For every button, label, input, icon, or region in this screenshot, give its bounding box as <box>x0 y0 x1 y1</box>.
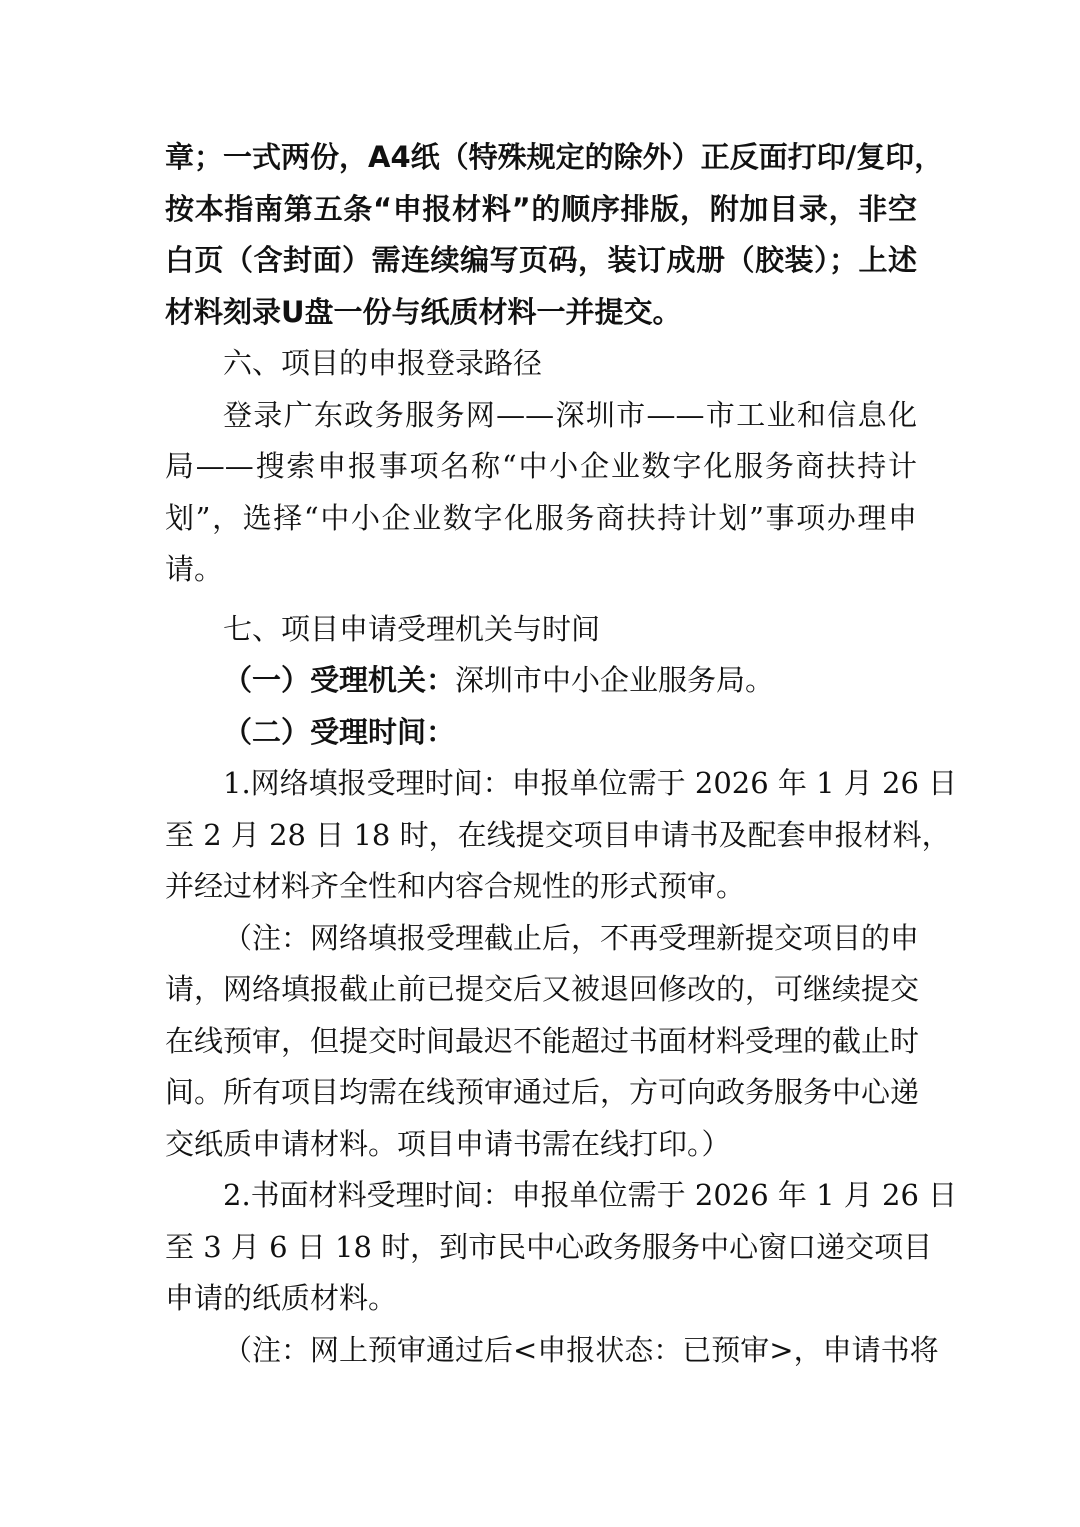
text-line: 至 3 月 6 日 18 时，到市民中心政务服务中心窗口递交项目 <box>165 1229 933 1264</box>
text-line: 请。 <box>165 552 224 586</box>
paper-submission-item <box>165 1170 958 1325</box>
text-line: 请，网络填报截止前已提交后又被退回修改的，可继续提交 <box>165 972 920 1006</box>
text-line: 在线预审，但提交时间最迟不能超过书面材料受理的截止时 <box>165 1023 920 1058</box>
online-submission-item <box>165 758 958 913</box>
acceptance-agency-value: 深圳市中小企业服务局。 <box>455 663 775 697</box>
online-submission-note <box>165 913 920 1171</box>
section-6-heading: 六、项目的申报登录路径 <box>223 346 543 380</box>
text-line: （注：网上预审通过后<申报状态：已预审>，申请书将 <box>223 1332 939 1367</box>
text-line: 材料刻录U盘一份与纸质材料一并提交。 <box>165 294 682 329</box>
text-line: 1.网络填报受理时间：申报单位需于 2026 年 1 月 26 日 <box>223 766 958 800</box>
text-line: 申请的纸质材料。 <box>165 1281 398 1315</box>
text-line: 交纸质申请材料。项目申请书需在线打印。） <box>165 1126 731 1161</box>
text-line: 登录广东政务服务网——深圳市——市工业和信息化 <box>223 397 917 432</box>
text-line: 按本指南第五条“申报材料”的顺序排版，附加目录，非空 <box>165 191 917 226</box>
document-body <box>165 132 958 1376</box>
acceptance-time <box>165 707 917 759</box>
acceptance-agency <box>165 655 917 707</box>
text-line: 局——搜索申报事项名称“中小企业数字化服务商扶持计 <box>165 449 917 483</box>
text-line: 间。所有项目均需在线预审通过后，方可向政务服务中心递 <box>165 1075 920 1109</box>
paper-submission-note <box>165 1325 939 1377</box>
text-line: 划”，选择“中小企业数字化服务商扶持计划”事项办理申 <box>165 500 917 535</box>
acceptance-agency-label: （一）受理机关： <box>223 663 456 697</box>
section-7-heading: 七、项目申请受理机关与时间 <box>223 611 601 646</box>
text-line: 并经过材料齐全性和内容合规性的形式预审。 <box>165 869 746 903</box>
submission-requirements-paragraph <box>165 132 944 338</box>
text-line: （注：网络填报受理截止后，不再受理新提交项目的申 <box>223 920 920 955</box>
text-line: 2.书面材料受理时间：申报单位需于 2026 年 1 月 26 日 <box>223 1178 958 1212</box>
text-line: 章；一式两份，A4纸（特殊规定的除外）正反面打印/复印， <box>165 140 944 174</box>
acceptance-time-label: （二）受理时间： <box>223 714 456 749</box>
text-line: 白页（含封面）需连续编写页码，装订成册（胶装）；上述 <box>165 243 917 277</box>
section-6-body <box>165 390 917 596</box>
text-line: 至 2 月 28 日 18 时，在线提交项目申请书及配套申报材料， <box>165 817 951 852</box>
